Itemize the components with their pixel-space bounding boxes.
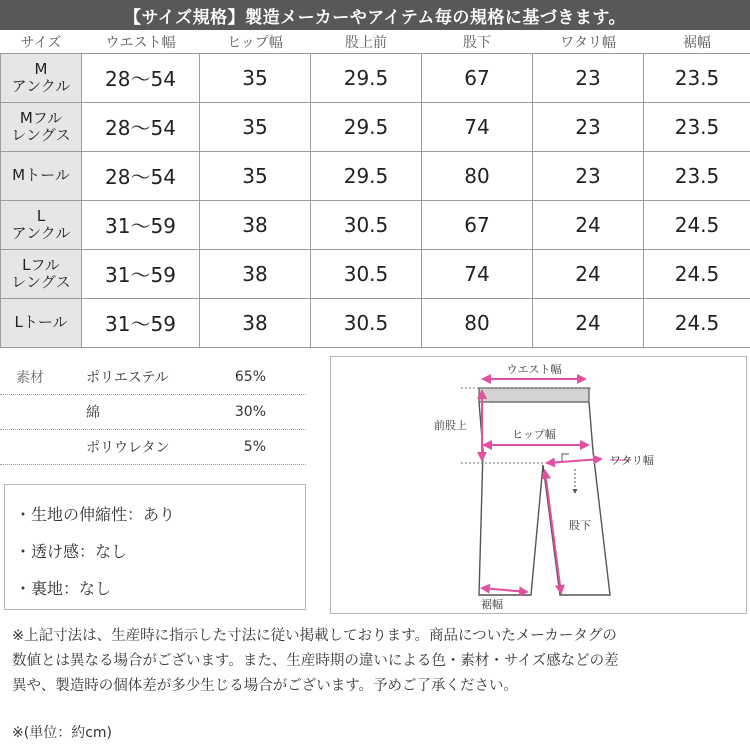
note-line: ※上記寸法は、生産時に指示した寸法に従い掲載しております。商品についたメーカータグの [12,628,617,644]
inseam-value: 67 [422,53,533,102]
size-label: Lフル レングス [1,249,82,298]
waist-value: 28～54 [82,53,200,102]
header-front-rise: 股上前 [345,35,387,52]
size-label: Mフル レングス [1,102,82,151]
front-rise-value: 30.5 [311,249,422,298]
front-rise-value: 29.5 [311,151,422,200]
size-spec-banner: 【サイズ規格】製造メーカーやアイテム毎の規格に基づきます。 [0,0,750,30]
hem-value: 24.5 [644,200,750,249]
thigh-value: 23 [533,151,644,200]
hem-value: 23.5 [644,102,750,151]
waist-value: 28～54 [82,102,200,151]
hip-value: 38 [200,200,311,249]
front-rise-value: 29.5 [311,102,422,151]
material-percent: 65% [234,369,266,385]
inseam-label: 股下 [569,519,591,532]
hip-value: 38 [200,298,311,347]
header-waist: ウエスト幅 [105,35,176,52]
material-label: 素材 [16,370,44,386]
thigh-value: 24 [533,298,644,347]
waist-value: 31～59 [82,200,200,249]
measurement-diagram [330,356,747,614]
header-size: サイズ [20,35,62,52]
material-name: ポリエステル [86,370,169,386]
hip-value: 38 [200,249,311,298]
hem-label: 裾幅 [481,598,503,611]
note-line: 異や、製造時の個体差が多少生じる場合がございます。予めご了承ください。 [12,678,519,694]
table-row [1,200,750,249]
material-name: ポリウレタン [86,440,170,456]
thigh-arrow [547,459,601,463]
material-percent: 30% [234,404,266,420]
inseam-value: 74 [422,102,533,151]
hem-value: 23.5 [644,151,750,200]
inseam-value: 80 [422,151,533,200]
table-row [1,53,750,102]
feature-sheerness: ・透け感：なし [15,542,128,561]
header-hem: 裾幅 [683,35,711,52]
feature-lining: ・裏地：なし [15,579,112,598]
material-name: 綿 [86,405,100,421]
table-row [1,151,750,200]
waist-label: ウエスト幅 [506,363,562,376]
inseam-value: 67 [422,200,533,249]
header-inseam: 股下 [463,35,491,52]
waist-value: 31～59 [82,249,200,298]
header-hip: ヒップ幅 [227,35,283,52]
hem-value: 24.5 [644,249,750,298]
unit-note: ※(単位：約cm) [12,725,112,741]
note-line: 数値とは異なる場合がございます。また、生産時期の違いによる色・素材・サイズ感などの差 [12,653,619,669]
fabric-features-box [4,484,306,610]
hem-arrow [482,588,527,592]
hip-value: 35 [200,53,311,102]
size-label: Mトール [1,151,82,200]
waist-value: 28～54 [82,151,200,200]
material-row [0,360,306,395]
table-row [1,102,750,151]
front-rise-value: 30.5 [311,200,422,249]
material-section [0,360,306,465]
front-rise-value: 30.5 [311,298,422,347]
hip-value: 35 [200,151,311,200]
feature-stretch: ・生地の伸縮性：あり [15,505,176,524]
hem-value: 24.5 [644,298,750,347]
inseam-arrow [545,471,561,593]
material-row [0,430,306,465]
thigh-value: 23 [533,102,644,151]
size-label: L アンクル [1,200,82,249]
hip-value: 35 [200,102,311,151]
size-label: Lトール [1,298,82,347]
waistband-shape [479,388,589,402]
table-row [1,249,750,298]
size-table [0,32,750,348]
thigh-label: ワタリ幅 [610,454,654,467]
size-label: M アンクル [1,53,82,102]
crotch-corner-mark [562,454,569,461]
pants-diagram-svg [331,357,748,615]
size-table-header [1,32,750,53]
hip-label: ヒップ幅 [512,428,556,441]
thigh-value: 24 [533,200,644,249]
table-row [1,298,750,347]
material-row [0,395,306,430]
waist-value: 31～59 [82,298,200,347]
disclaimer-notes [12,624,740,699]
front-rise-value: 29.5 [311,53,422,102]
header-thigh: ワタリ幅 [560,35,616,52]
thigh-value: 24 [533,249,644,298]
thigh-value: 23 [533,53,644,102]
inseam-value: 80 [422,298,533,347]
material-percent: 5% [243,439,266,455]
inseam-value: 74 [422,249,533,298]
front-rise-label: 前股上 [434,419,467,432]
hem-value: 23.5 [644,53,750,102]
